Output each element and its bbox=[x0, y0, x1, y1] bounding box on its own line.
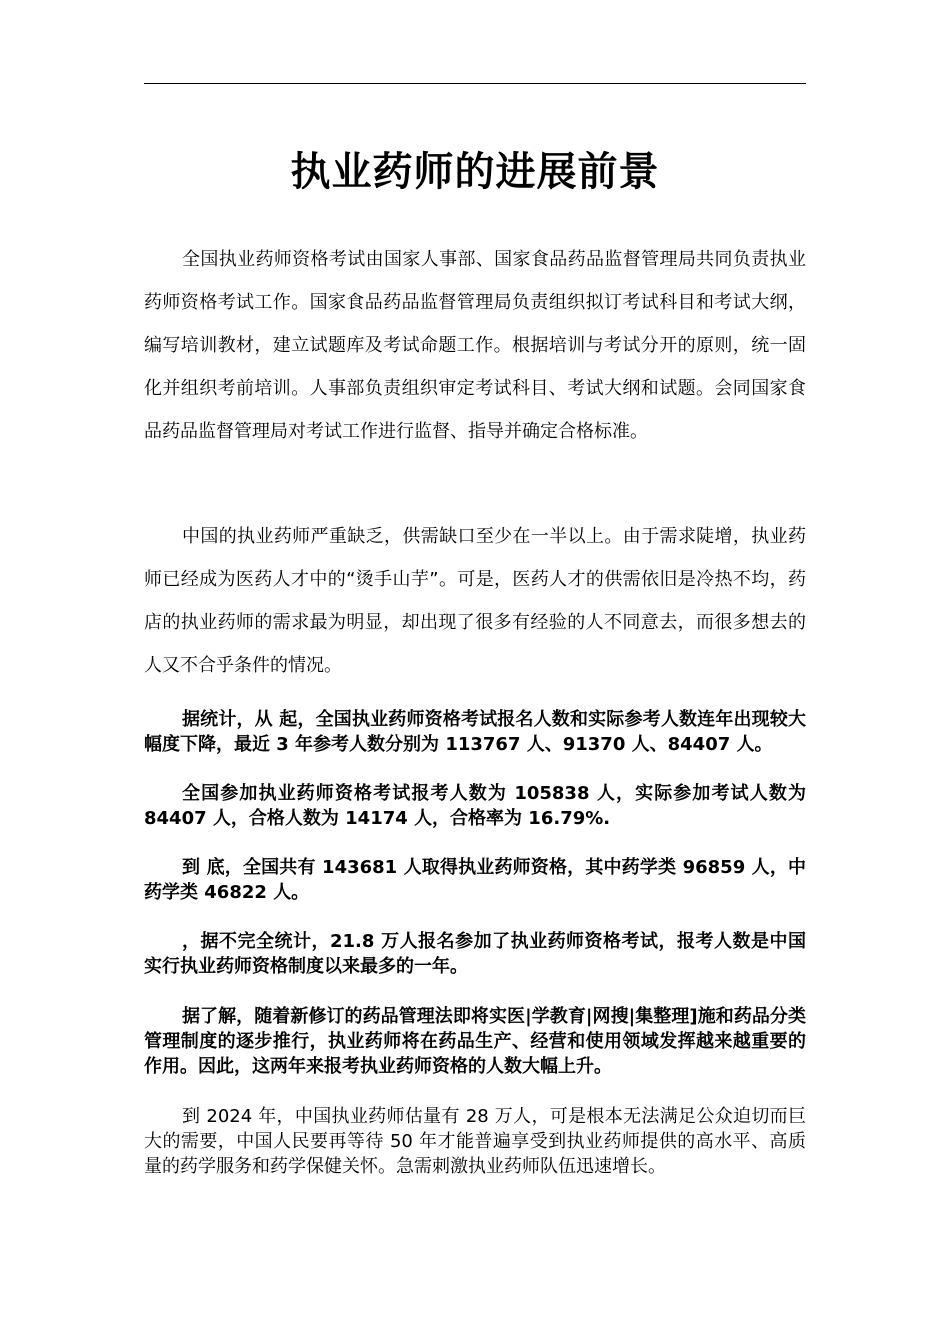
paragraph-exam-organization: 全国执业药师资格考试由国家人事部、国家食品药品监督管理局共同负责执业药师资格考试工作。国家食品药品监督管理局负责组织拟订考试科目和考试大纲，编写培训教材，建立试题库及考试命题工作。根据培训与考试分开的原则，统一固化并组织考前培训。人事部负责组织审定考试科目、考试大纲和试题。会同国家食品药品监督管理局对考试工作进行监督、指导并确定合格标准。 bbox=[144, 249, 806, 442]
paragraph-outlook-2024: 到 2024 年，中国执业药师估量有 28 万人，可是根本无法满足公众迫切而巨大的需要，中国人民要再等待 50 年才能普遍享受到执业药师提供的高水平、高质量的药学服务和药学保健关怀。急需刺激执业药师队伍迅速增长。 bbox=[144, 1106, 806, 1177]
paragraph-pass-rate: 全国参加执业药师资格考试报考人数为 105838 人，实际参加考试人数为 84407 人，合格人数为 14174 人，合格率为 16.79%. bbox=[144, 783, 806, 829]
paragraph-certified-total: 到 底，全国共有 143681 人取得执业药师资格，其中药学类 96859 人，中药学类 46822 人。 bbox=[144, 857, 806, 903]
paragraph-drug-law: 据了解，随着新修订的药品管理法即将实医|学教育|网搜|集整理]施和药品分类管理制度的逐步推行，执业药师将在药品生产、经营和使用领域发挥越来越重要的作用。因此，这两年来报考执业药师资格的人数大幅上升。 bbox=[144, 1006, 806, 1077]
paragraph-record-applicants: ，据不完全统计，21.8 万人报名参加了执业药师资格考试，报考人数是中国实行执业药师资格制度以来最多的一年。 bbox=[144, 931, 806, 977]
header-rule bbox=[144, 83, 806, 84]
page-title: 执业药师的进展前景 bbox=[290, 149, 660, 195]
paragraph-statistics-decline: 据统计，从 起，全国执业药师资格考试报名人数和实际参考人数连年出现较大幅度下降，最近 3 年参考人数分别为 113767 人、91370 人、84407 人。 bbox=[144, 709, 806, 755]
paragraph-shortage: 中国的执业药师严重缺乏，供需缺口至少在一半以上。由于需求陡增，执业药师已经成为医药人才中的“烫手山芋”。可是，医药人才的供需依旧是冷热不均，药店的执业药师的需求最为明显，却出现了很多有经验的人不同意去，而很多想去的人又不合乎条件的情况。 bbox=[144, 526, 806, 676]
